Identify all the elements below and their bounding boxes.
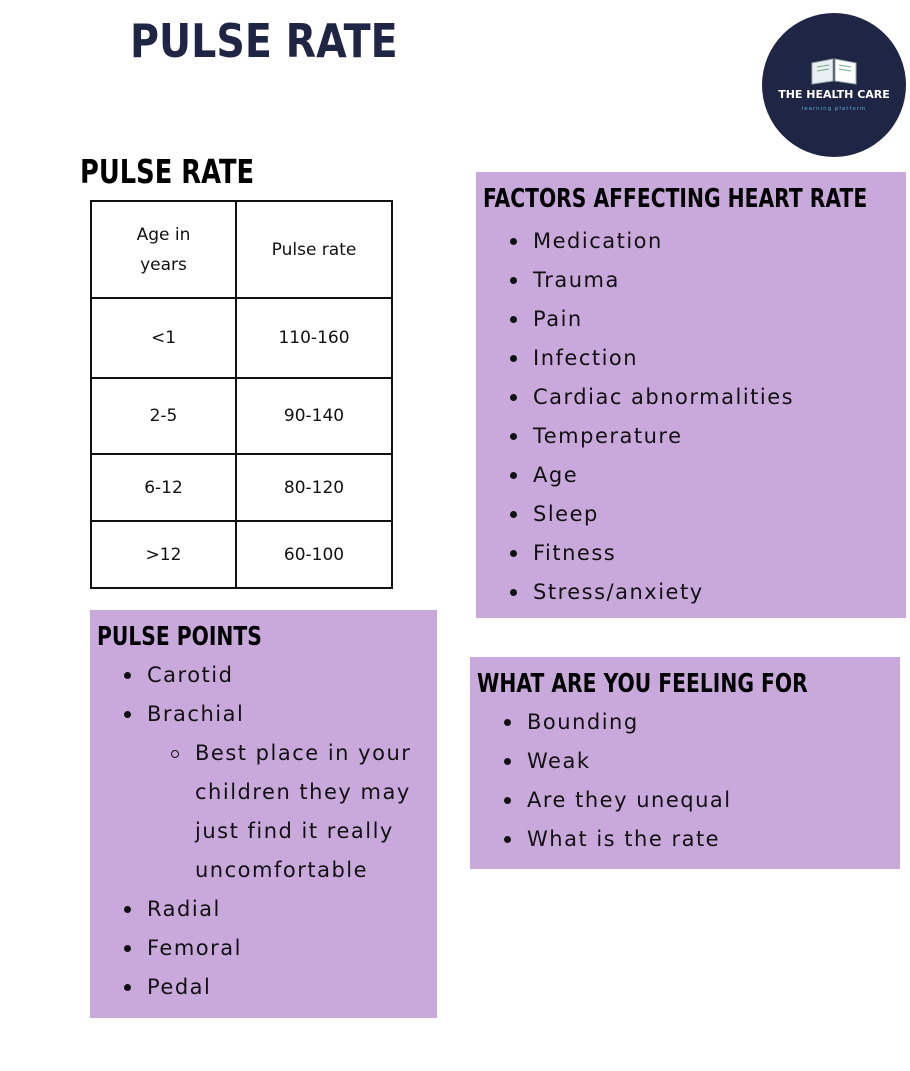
health-care-logo: [762, 13, 906, 157]
logo-name: THE HEALTH CARE: [778, 88, 890, 101]
table-cell-rate: 90-140: [236, 378, 392, 454]
list-item: Femoral: [147, 929, 415, 968]
list-item: Trauma: [533, 261, 794, 300]
table-row: [91, 454, 392, 521]
list-item: [147, 695, 415, 890]
list-item: Sleep: [533, 495, 794, 534]
header-pulse-rate: Pulse rate: [236, 201, 392, 298]
list-item: Temperature: [533, 417, 794, 456]
pulse-rate-table: [90, 200, 393, 589]
list-item: Pedal: [147, 968, 415, 1007]
list-item: Bounding: [527, 703, 732, 742]
feeling-heading: WHAT ARE YOU FEELING FOR: [477, 669, 808, 699]
table-cell-age: 2-5: [91, 378, 236, 454]
pulse-points-box: [90, 610, 437, 1018]
list-item: Cardiac abnormalities: [533, 378, 794, 417]
pulse-points-list: [90, 656, 415, 1007]
header-age: Age in years: [91, 201, 236, 298]
table-header-row: [91, 201, 392, 298]
brachial-sublist: [147, 734, 415, 890]
list-item-label: Brachial: [147, 702, 245, 726]
table-cell-rate: 80-120: [236, 454, 392, 521]
table-row: [91, 521, 392, 588]
factors-list: [476, 222, 794, 612]
table-row: [91, 298, 392, 378]
feeling-box: [470, 657, 900, 869]
list-item: Weak: [527, 742, 732, 781]
table-row: [91, 378, 392, 454]
list-item: Carotid: [147, 656, 415, 695]
page-title: PULSE RATE: [130, 14, 398, 68]
brachial-note: Best place in your children they may just find it really uncomfortable: [195, 734, 415, 890]
book-icon: [809, 55, 859, 85]
pulse-rate-heading: PULSE RATE: [80, 152, 255, 191]
feeling-list: [470, 703, 732, 859]
list-item: Fitness: [533, 534, 794, 573]
table-cell-age: 6-12: [91, 454, 236, 521]
table-cell-rate: 60-100: [236, 521, 392, 588]
factors-heading: FACTORS AFFECTING HEART RATE: [483, 184, 868, 214]
table-cell-rate: 110-160: [236, 298, 392, 378]
list-item: Infection: [533, 339, 794, 378]
list-item: Are they unequal: [527, 781, 732, 820]
logo-tagline: learning platform: [801, 106, 867, 112]
list-item: Stress/anxiety: [533, 573, 794, 612]
factors-box: [476, 172, 906, 618]
list-item: Radial: [147, 890, 415, 929]
table-cell-age: >12: [91, 521, 236, 588]
list-item: Pain: [533, 300, 794, 339]
list-item: Age: [533, 456, 794, 495]
pulse-points-heading: PULSE POINTS: [97, 622, 262, 652]
table-cell-age: <1: [91, 298, 236, 378]
list-item: What is the rate: [527, 820, 732, 859]
list-item: Medication: [533, 222, 794, 261]
